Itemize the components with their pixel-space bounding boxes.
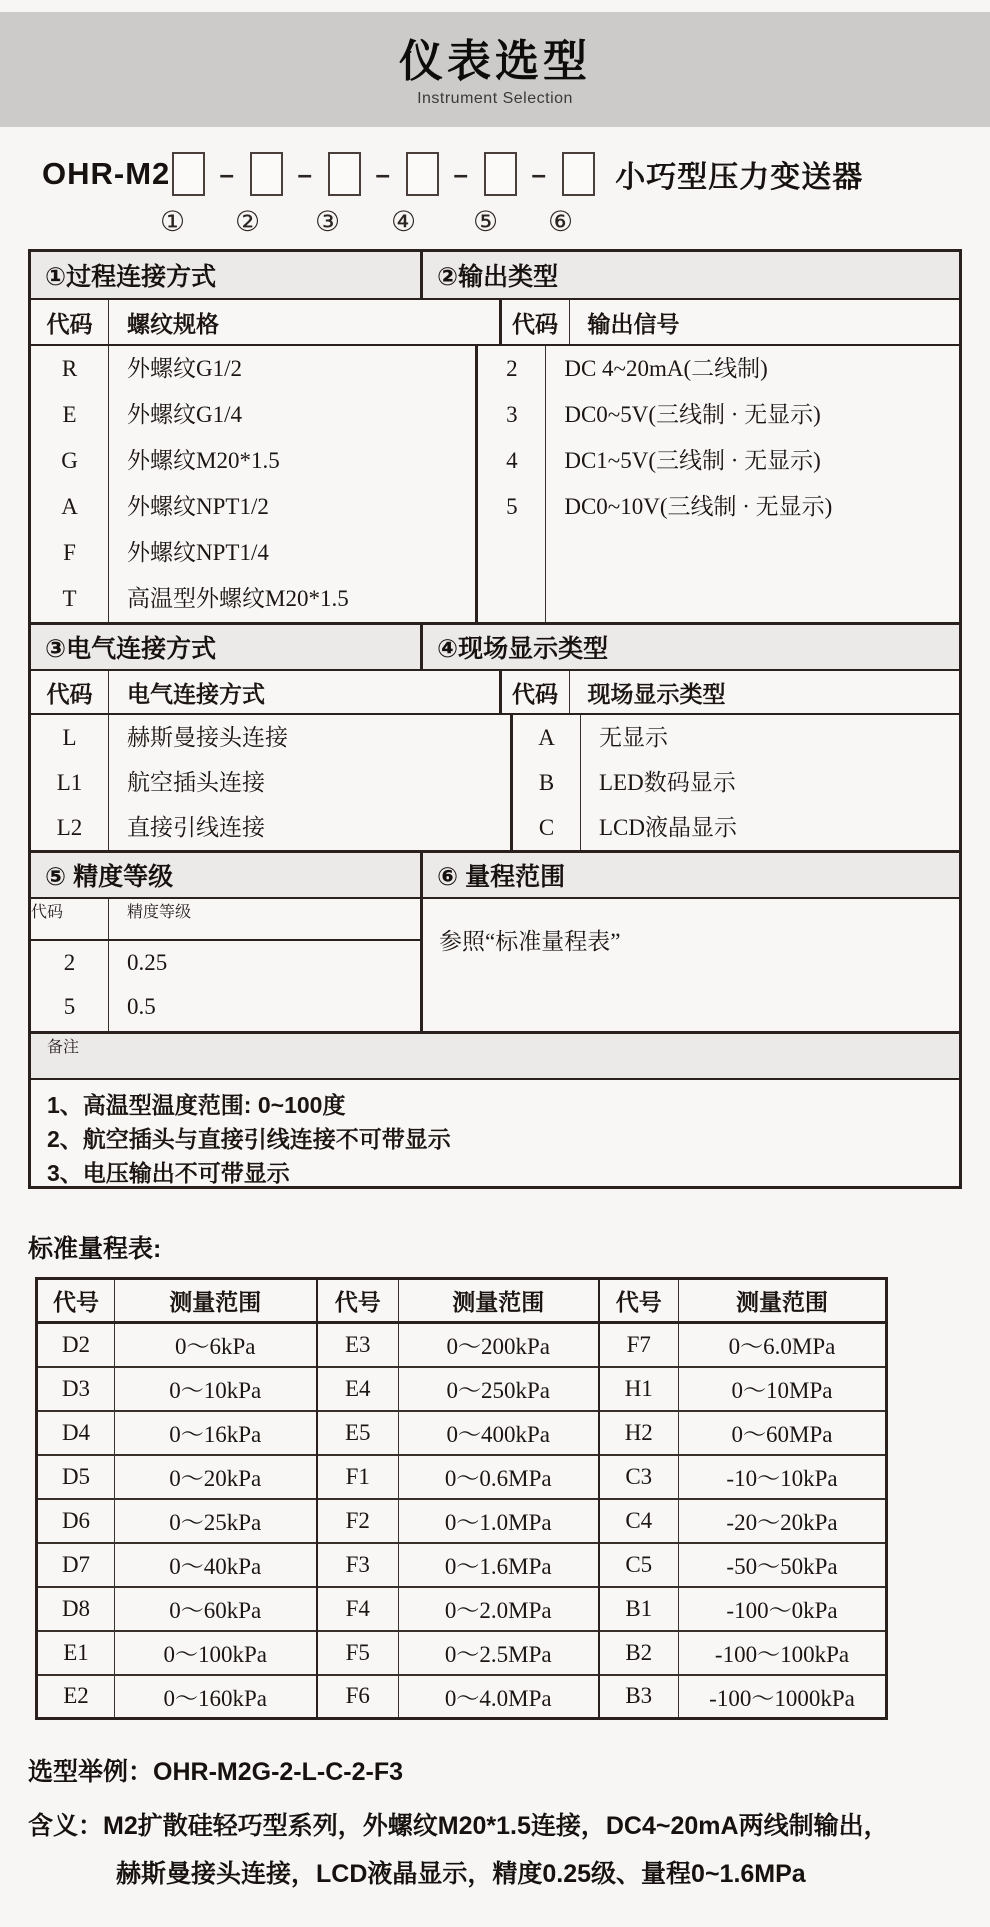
table-cell: 0.25 bbox=[127, 950, 168, 975]
example-label: 选型举例： bbox=[28, 1758, 154, 1786]
model-dash: – bbox=[453, 158, 469, 189]
table-cell: T bbox=[62, 586, 77, 611]
model-dash: – bbox=[297, 158, 313, 189]
table-cell: F5 bbox=[317, 1631, 399, 1675]
table-cell: 3 bbox=[506, 402, 518, 427]
section3-code-header: 代码 bbox=[31, 671, 109, 713]
table-cell: C5 bbox=[599, 1543, 679, 1587]
table-cell: G bbox=[61, 448, 78, 473]
table-cell: F1 bbox=[317, 1455, 399, 1499]
table-cell: 外螺纹NPT1/4 bbox=[127, 540, 269, 565]
range-col-header: 代号 bbox=[37, 1279, 115, 1323]
table-cell: E2 bbox=[37, 1675, 115, 1719]
section2-codes bbox=[478, 346, 546, 622]
section2-title: ②输出类型 bbox=[437, 263, 559, 291]
section5-code-header: 代码 bbox=[31, 899, 109, 939]
list-item: ④ bbox=[391, 205, 417, 238]
table-cell: 0～2.0MPa bbox=[399, 1587, 599, 1631]
table-cell: F7 bbox=[599, 1323, 679, 1367]
selection-table bbox=[28, 249, 962, 1189]
meaning-text-2: 赫斯曼接头连接，LCD液晶显示，精度0.25级、量程0~1.6MPa bbox=[116, 1860, 806, 1888]
table-cell: 4 bbox=[506, 448, 518, 473]
table-row bbox=[37, 1455, 887, 1499]
table-cell: -100～100kPa bbox=[679, 1631, 887, 1675]
table-cell: D4 bbox=[37, 1411, 115, 1455]
section2-code-header: 代码 bbox=[502, 300, 570, 344]
section5-values bbox=[109, 941, 420, 1031]
table-cell: 0～100kPa bbox=[115, 1631, 317, 1675]
table-cell: F4 bbox=[317, 1587, 399, 1631]
table-cell: 0～0.6MPa bbox=[399, 1455, 599, 1499]
table-cell: C bbox=[538, 815, 555, 840]
section5-column-headers bbox=[31, 899, 420, 941]
list-item: 3、电压输出不可带显示 bbox=[47, 1160, 290, 1186]
table-cell: -20～20kPa bbox=[679, 1499, 887, 1543]
table-cell: D7 bbox=[37, 1543, 115, 1587]
table-cell: F bbox=[63, 540, 76, 565]
table-cell: E1 bbox=[37, 1631, 115, 1675]
table-cell: 2 bbox=[63, 950, 76, 975]
remark-title: 备注 bbox=[47, 1039, 80, 1056]
range-table-header-row bbox=[37, 1279, 887, 1323]
table-cell: B bbox=[538, 770, 555, 795]
section1-codes bbox=[31, 346, 109, 622]
list-item: ⑤ bbox=[473, 205, 499, 238]
model-code-box-5 bbox=[484, 152, 517, 196]
list-item: ⑥ bbox=[548, 205, 574, 238]
table-cell: 赫斯曼接头连接 bbox=[127, 725, 288, 750]
section4-value-header: 现场显示类型 bbox=[587, 681, 726, 707]
table-cell: 无显示 bbox=[599, 725, 668, 750]
table-cell: H2 bbox=[599, 1411, 679, 1455]
list-item: ② bbox=[235, 205, 261, 238]
table-cell: B3 bbox=[599, 1675, 679, 1719]
table-cell: LED数码显示 bbox=[599, 770, 736, 795]
table-cell: 2 bbox=[506, 356, 518, 381]
table-row bbox=[37, 1587, 887, 1631]
range-col-header: 测量范围 bbox=[115, 1279, 317, 1323]
section-header-row-3-4 bbox=[31, 622, 959, 671]
table-row bbox=[37, 1411, 887, 1455]
table-cell: E bbox=[62, 402, 77, 427]
model-code-box-2 bbox=[250, 152, 283, 196]
table-cell: 0.5 bbox=[127, 994, 156, 1019]
model-code-row bbox=[42, 149, 990, 199]
table-row bbox=[37, 1499, 887, 1543]
table-cell: B2 bbox=[599, 1631, 679, 1675]
table-cell: 0～20kPa bbox=[115, 1455, 317, 1499]
table-cell: -10～10kPa bbox=[679, 1455, 887, 1499]
model-code-box-6 bbox=[562, 152, 595, 196]
data-rows-1-2 bbox=[31, 346, 959, 622]
section1-values bbox=[109, 346, 478, 622]
table-cell: D6 bbox=[37, 1499, 115, 1543]
list-item: ① bbox=[160, 205, 186, 238]
table-cell: 0～4.0MPa bbox=[399, 1675, 599, 1719]
meaning-label: 含义： bbox=[28, 1812, 104, 1840]
table-cell: 高温型外螺纹M20*1.5 bbox=[127, 586, 349, 611]
range-col-header: 测量范围 bbox=[399, 1279, 599, 1323]
remark-notes bbox=[31, 1080, 959, 1186]
data-rows-3-4 bbox=[31, 715, 959, 850]
section4-codes bbox=[513, 715, 581, 850]
column-header-row-3-4 bbox=[31, 671, 959, 715]
table-cell: A bbox=[61, 494, 78, 519]
model-dash: – bbox=[531, 158, 547, 189]
table-cell: 外螺纹M20*1.5 bbox=[127, 448, 280, 473]
table-cell: D2 bbox=[37, 1323, 115, 1367]
table-cell: L1 bbox=[56, 770, 83, 795]
table-cell: D8 bbox=[37, 1587, 115, 1631]
table-cell: -100～1000kPa bbox=[679, 1675, 887, 1719]
section2-value-header: 输出信号 bbox=[587, 311, 680, 337]
table-cell: 0～6kPa bbox=[115, 1323, 317, 1367]
section3-values bbox=[109, 715, 513, 850]
page-header bbox=[0, 12, 990, 127]
column-header-row-1-2 bbox=[31, 300, 959, 346]
table-cell: 0～16kPa bbox=[115, 1411, 317, 1455]
section5-value-header: 精度等级 bbox=[127, 904, 192, 921]
table-cell: 5 bbox=[506, 494, 518, 519]
section-header-row-5-6 bbox=[31, 850, 959, 899]
table-cell: DC0~5V(三线制 · 无显示) bbox=[564, 402, 821, 427]
section2-values bbox=[546, 346, 959, 622]
table-cell: 直接引线连接 bbox=[127, 815, 265, 840]
table-cell: DC 4~20mA(二线制) bbox=[564, 356, 768, 381]
section-header-row-1-2 bbox=[31, 252, 959, 300]
table-cell: 0～200kPa bbox=[399, 1323, 599, 1367]
table-cell: 0～10MPa bbox=[679, 1367, 887, 1411]
table-cell: -100～0kPa bbox=[679, 1587, 887, 1631]
range-col-header: 代号 bbox=[599, 1279, 679, 1323]
table-cell: R bbox=[61, 356, 78, 381]
table-cell: 0～400kPa bbox=[399, 1411, 599, 1455]
section3-title: ③电气连接方式 bbox=[31, 625, 423, 669]
table-cell: F3 bbox=[317, 1543, 399, 1587]
section3-value-header: 电气连接方式 bbox=[109, 671, 502, 713]
section5-block bbox=[31, 899, 423, 1031]
table-row bbox=[37, 1323, 887, 1367]
section1-code-header: 代码 bbox=[31, 300, 109, 344]
section4-title: ④现场显示类型 bbox=[437, 635, 609, 663]
table-row bbox=[37, 1675, 887, 1719]
remark-header-row bbox=[31, 1031, 959, 1080]
list-item: 1、高温型温度范围: 0~100度 bbox=[47, 1092, 346, 1118]
table-cell: 0～1.6MPa bbox=[399, 1543, 599, 1587]
model-prefix: OHR-M2 bbox=[42, 156, 171, 191]
table-row bbox=[37, 1367, 887, 1411]
table-cell: H1 bbox=[599, 1367, 679, 1411]
selection-example-line bbox=[28, 1756, 990, 1788]
table-cell: LCD液晶显示 bbox=[599, 815, 737, 840]
table-cell: E5 bbox=[317, 1411, 399, 1455]
footer bbox=[28, 1756, 990, 1890]
range-col-header: 测量范围 bbox=[679, 1279, 887, 1323]
table-cell: L bbox=[62, 725, 77, 750]
section1-value-header: 螺纹规格 bbox=[109, 300, 502, 344]
table-cell: L2 bbox=[56, 815, 83, 840]
table-cell: 0～2.5MPa bbox=[399, 1631, 599, 1675]
table-cell: 0～1.0MPa bbox=[399, 1499, 599, 1543]
range-table-title: 标准量程表: bbox=[28, 1235, 162, 1263]
table-cell: A bbox=[538, 725, 555, 750]
model-code-box-4 bbox=[406, 152, 439, 196]
table-row bbox=[37, 1543, 887, 1587]
section5-data bbox=[31, 941, 420, 1031]
position-markers bbox=[0, 203, 990, 241]
table-cell: E4 bbox=[317, 1367, 399, 1411]
table-cell: 外螺纹NPT1/2 bbox=[127, 494, 269, 519]
table-cell: 0～6.0MPa bbox=[679, 1323, 887, 1367]
table-cell: 0～60kPa bbox=[115, 1587, 317, 1631]
table-cell: 0～40kPa bbox=[115, 1543, 317, 1587]
table-cell: C4 bbox=[599, 1499, 679, 1543]
table-cell: D3 bbox=[37, 1367, 115, 1411]
list-item: 2、航空插头与直接引线连接不可带显示 bbox=[47, 1126, 451, 1152]
meaning-line-2 bbox=[28, 1858, 990, 1890]
example-value: OHR-M2G-2-L-C-2-F3 bbox=[153, 1758, 404, 1786]
section3-codes bbox=[31, 715, 109, 850]
section5-codes bbox=[31, 941, 109, 1031]
table-cell: DC0~10V(三线制 · 无显示) bbox=[564, 494, 833, 519]
table-cell: 0～250kPa bbox=[399, 1367, 599, 1411]
table-cell: B1 bbox=[599, 1587, 679, 1631]
table-cell: C3 bbox=[599, 1455, 679, 1499]
table-cell: F6 bbox=[317, 1675, 399, 1719]
table-row bbox=[37, 1631, 887, 1675]
page-subtitle: Instrument Selection bbox=[417, 90, 573, 107]
model-code-box-3 bbox=[328, 152, 361, 196]
range-col-header: 代号 bbox=[317, 1279, 399, 1323]
range-table-body bbox=[37, 1323, 887, 1719]
range-table bbox=[35, 1277, 888, 1720]
page-title: 仪表选型 bbox=[399, 37, 591, 86]
section5-title: ⑤ 精度等级 bbox=[31, 853, 423, 897]
section6-range-note: 参照“标准量程表” bbox=[439, 929, 621, 954]
section4-code-header: 代码 bbox=[502, 671, 570, 713]
table-cell: 航空插头连接 bbox=[127, 770, 265, 795]
section6-title: ⑥ 量程范围 bbox=[437, 863, 566, 891]
section-5-6-body bbox=[31, 899, 959, 1031]
table-cell: 0～10kPa bbox=[115, 1367, 317, 1411]
table-cell: 0～60MPa bbox=[679, 1411, 887, 1455]
table-cell: 外螺纹G1/4 bbox=[127, 402, 242, 427]
model-suffix: 小巧型压力变送器 bbox=[615, 161, 864, 194]
table-cell: -50～50kPa bbox=[679, 1543, 887, 1587]
table-cell: 外螺纹G1/2 bbox=[127, 356, 242, 381]
table-cell: D5 bbox=[37, 1455, 115, 1499]
section1-title: ①过程连接方式 bbox=[31, 252, 423, 298]
table-cell: 5 bbox=[63, 994, 76, 1019]
model-dash: – bbox=[219, 158, 235, 189]
model-dash: – bbox=[375, 158, 391, 189]
meaning-text-1: M2扩散硅轻巧型系列，外螺纹M20*1.5连接，DC4~20mA两线制输出， bbox=[103, 1812, 889, 1840]
section4-values bbox=[581, 715, 959, 850]
table-cell: 0～25kPa bbox=[115, 1499, 317, 1543]
meaning-line-1 bbox=[28, 1810, 990, 1842]
list-item: ③ bbox=[315, 205, 341, 238]
table-cell: DC1~5V(三线制 · 无显示) bbox=[564, 448, 821, 473]
table-cell: F2 bbox=[317, 1499, 399, 1543]
table-cell: E3 bbox=[317, 1323, 399, 1367]
model-code-box-1 bbox=[172, 152, 205, 196]
table-cell: 0～160kPa bbox=[115, 1675, 317, 1719]
